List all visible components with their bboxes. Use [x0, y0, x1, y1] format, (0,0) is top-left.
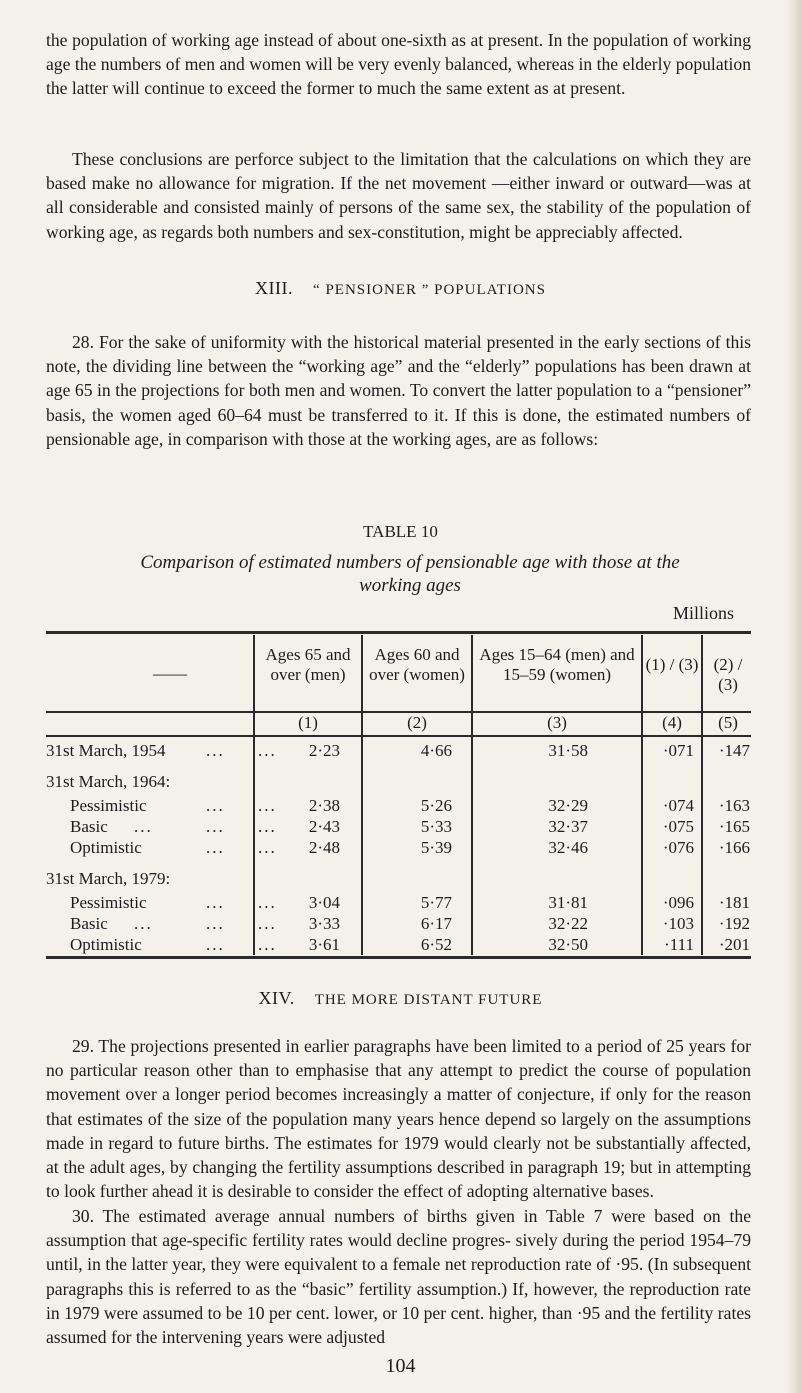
- leader-dots: ...: [206, 838, 225, 857]
- leader-dots: ...: [258, 817, 277, 836]
- section-heading-14: [0, 988, 801, 1009]
- leader-dots: ...: [134, 914, 153, 933]
- table-caption: Comparison of estimated numbers of pensionable age with those at the working ages: [140, 552, 680, 596]
- leader-dots: ...: [206, 914, 225, 933]
- table-unit: Millions: [673, 603, 735, 623]
- cell-value: ·165: [718, 817, 750, 836]
- cell-value: 3·33: [308, 914, 340, 933]
- cell-value: 31·81: [548, 893, 588, 912]
- cell-value: ·071: [662, 741, 694, 760]
- col-header-2: Ages 60 and over (women): [369, 645, 465, 684]
- row-label: Optimistic: [70, 838, 142, 857]
- leader-dots: ...: [258, 741, 277, 760]
- col-number-3: (3): [547, 713, 567, 732]
- section-title: THE MORE DISTANT FUTURE: [314, 992, 543, 1008]
- section-heading-13: [0, 278, 801, 299]
- cell-value: ·166: [718, 838, 750, 857]
- table-row: [46, 893, 751, 915]
- cell-value: ·192: [718, 914, 750, 933]
- leader-dots: ...: [206, 817, 225, 836]
- cell-value: 5·33: [420, 817, 452, 836]
- cell-value: 6·52: [420, 935, 452, 954]
- leader-dots: ...: [206, 741, 225, 760]
- row-label: Basic: [70, 914, 108, 933]
- table-colnum-rule: [46, 735, 751, 737]
- leader-dots: ...: [258, 935, 277, 954]
- section-number: XIII.: [255, 278, 294, 298]
- table-row: [46, 914, 751, 936]
- row-label: 31st March, 1979:: [46, 869, 171, 888]
- cell-value: ·075: [662, 817, 694, 836]
- paragraph-conclusions: These conclusions are perforce subject to the limitation that the calculations on which they are based make no allowance for migration. If the net movement —either inward or outward—was at all considerable and consisted mainly of persons of the same sex, the stability of the population of working age, as regards both numbers and sex-constitution, might be appreciably affected.: [46, 149, 751, 242]
- leader-dots: ...: [134, 817, 153, 836]
- paragraph-continued: the population of working age instead of about one-sixth as at present. In the population of working age the numbers of men and women will be very evenly balanced, whereas in the elderly population the latter will continue to exceed the former to much the same extent as at present.: [46, 30, 751, 99]
- cell-value: 6·17: [420, 914, 452, 933]
- cell-value: 32·29: [548, 796, 588, 815]
- cell-value: ·181: [718, 893, 750, 912]
- col-number-4: (4): [662, 713, 682, 732]
- table-label: TABLE 10: [363, 522, 438, 541]
- table-row: [46, 935, 751, 957]
- page-number: 104: [385, 1355, 416, 1377]
- table-top-rule: [46, 631, 751, 634]
- table-row: [46, 741, 751, 763]
- page-edge-shadow: [787, 0, 801, 1393]
- cell-value: ·201: [718, 935, 750, 954]
- col-header-1: Ages 65 and over (men): [265, 645, 351, 684]
- cell-value: ·147: [718, 741, 750, 760]
- col-number-5: (5): [718, 713, 738, 732]
- cell-value: 32·22: [548, 914, 588, 933]
- cell-value: 2·43: [308, 817, 340, 836]
- cell-value: 31·58: [548, 741, 588, 760]
- leader-dots: ...: [206, 893, 225, 912]
- cell-value: ·163: [718, 796, 750, 815]
- cell-value: 5·26: [420, 796, 452, 815]
- cell-value: ·076: [662, 838, 694, 857]
- leader-dots: ...: [258, 893, 277, 912]
- cell-value: 32·46: [548, 838, 588, 857]
- section-number: XIV.: [258, 988, 295, 1008]
- table-row: [46, 838, 751, 860]
- cell-value: ·074: [662, 796, 694, 815]
- cell-value: ·096: [662, 893, 694, 912]
- col-header-5: (2) / (3): [713, 655, 743, 694]
- cell-value: 2·48: [308, 838, 340, 857]
- cell-value: ·103: [662, 914, 694, 933]
- table-group-heading: [46, 772, 751, 794]
- col-header-3: Ages 15–64 (men) and 15–59 (women): [479, 645, 635, 684]
- paragraph-30: 30. The estimated average annual numbers of births given in Table 7 were based on the assumption that age-specific fertility rates would decline progres- sively during the period 1954–79 until, in the latter year, they were equivalent to a female net reproduction rate of ·95. (In subsequent paragraphs this is referred to as the “basic” fertility assumption.) If, however, the reproduction rate in 1979 were assumed to be 10 per cent. lower, or 10 per cent. higher, than ·95 and the fertility rates assumed for the intervening years were adjusted: [46, 1206, 751, 1348]
- row-label: 31st March, 1964:: [46, 772, 171, 791]
- row-label: Basic: [70, 817, 108, 836]
- table-row: [46, 796, 751, 818]
- section-title: “ PENSIONER ” POPULATIONS: [313, 282, 546, 298]
- cell-value: 5·77: [420, 893, 452, 912]
- col-number-2: (2): [407, 713, 427, 732]
- cell-value: 3·04: [308, 893, 340, 912]
- leader-dots: ...: [258, 914, 277, 933]
- paragraph-29: 29. The projections presented in earlier paragraphs have been limited to a period of 25 years for no particular reason other than to emphasise that any attempt to predict the course of population movement over a longer period becomes increasingly a matter of conjecture, if only for the reason that estimates of the size of the population many years hence depend so largely on the assumptions made in regard to future births. The estimates for 1979 would clearly not be substantially affected, at the adult ages, by changing the fertility assumptions described in paragraph 19; but in attempting to look further ahead it is desirable to consider the effect of adopting alternative bases.: [46, 1036, 751, 1202]
- row-label: Optimistic: [70, 935, 142, 954]
- cell-value: 3·61: [308, 935, 340, 954]
- leader-dots: ...: [258, 796, 277, 815]
- leader-dots: ...: [206, 796, 225, 815]
- row-label: Pessimistic: [70, 893, 147, 912]
- table-group-heading: [46, 869, 751, 891]
- cell-value: 2·38: [308, 796, 340, 815]
- col-number-1: (1): [298, 713, 318, 732]
- table-row: [46, 817, 751, 839]
- col-header-4: (1) / (3): [645, 655, 699, 674]
- leader-dots: ...: [258, 838, 277, 857]
- cell-value: 2·23: [308, 741, 340, 760]
- leader-dots: ...: [206, 935, 225, 954]
- paragraph-28: 28. For the sake of uniformity with the historical material presented in the early sections of this note, the dividing line between the “working age” and the “elderly” populations has been drawn at age 65 in the projections for both men and women. To convert the latter population to a “pensioner” basis, the women aged 60–64 must be transferred to it. If this is done, the estimated numbers of pensionable age, in comparison with those at the working ages, are as follows:: [46, 332, 751, 449]
- cell-value: 5·39: [420, 838, 452, 857]
- cell-value: 32·37: [548, 817, 588, 836]
- stub-header: ——: [153, 664, 187, 683]
- cell-value: 32·50: [548, 935, 588, 954]
- cell-value: 4·66: [420, 741, 452, 760]
- row-label: 31st March, 1954: [46, 741, 166, 760]
- cell-value: ·111: [664, 935, 694, 954]
- row-label: Pessimistic: [70, 796, 147, 815]
